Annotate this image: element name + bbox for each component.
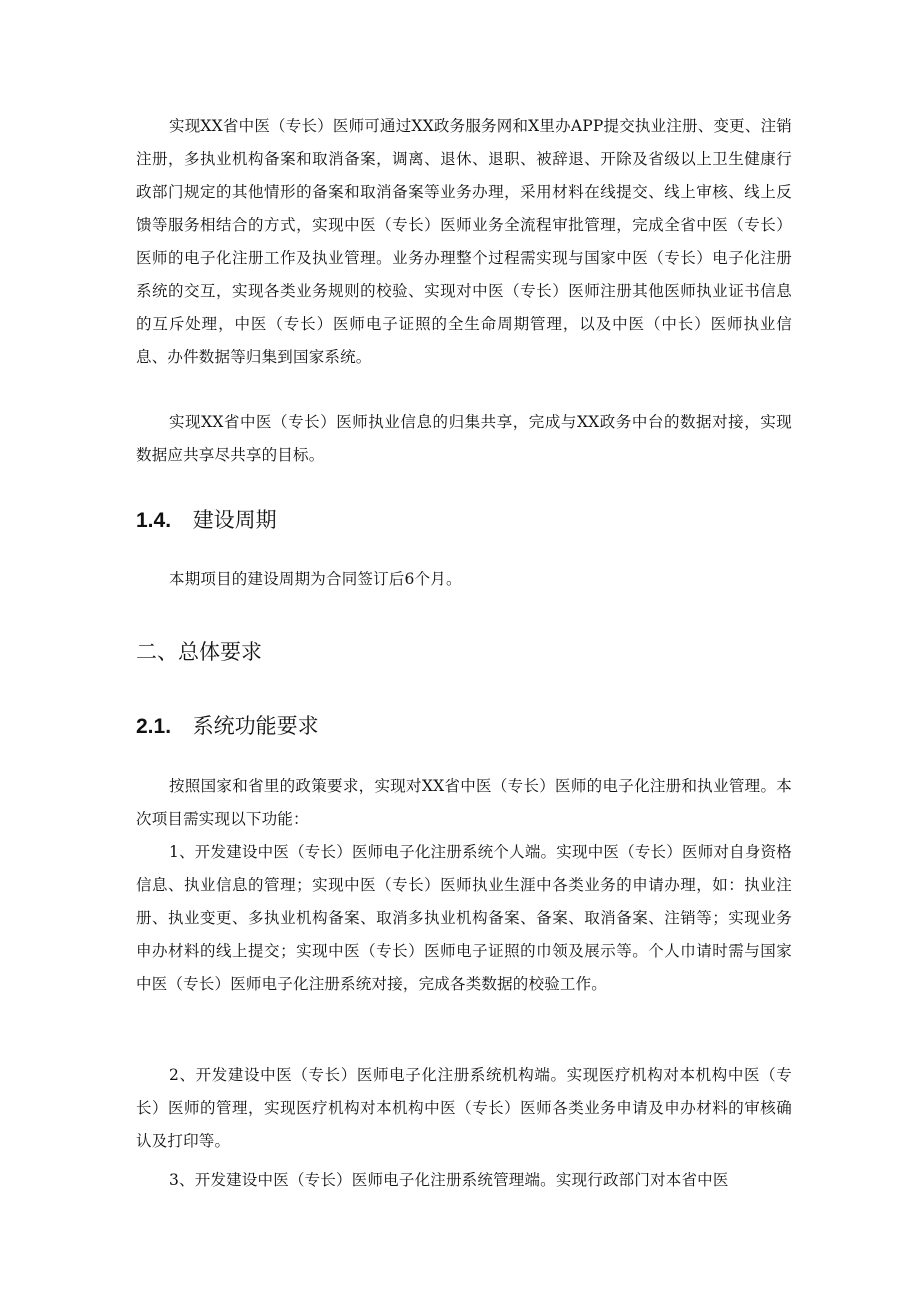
section-2-1-heading [136, 711, 319, 742]
intro-paragraph-2: 实现XX省中医（专长）医师执业信息的归集共享，完成与XX政务中台的数据对接，实现数据应共享尽共享的目标。 [136, 413, 792, 464]
section-1-4-number: 1.4. [136, 509, 172, 532]
intro-paragraph-1: 实现XX省中医（专长）医师可通过XX政务服务网和X里办APP提交执业注册、变更、注销注册，多执业机构备案和取消备案，调离、退休、退职、被辞退、开除及省级以上卫生健康行政部门规定的其他情形的备案和取消备案等业务办理，采用材料在线提交、线上审核、线上反馈等服务相结合的方式，实现中医（专长）医师业务全流程审批管理，完成全省中医（专长）医师的电子化注册工作及执业管理。业务办理整个过程需实现与国家中医（专长）电子化注册系统的交互，实现各类业务规则的校验、实现对中医（专长）医师注册其他医师执业证书信息的互斥处理，中医（专长）医师电子证照的全生命周期管理，以及中医（中长）医师执业信息、办件数据等归集到国家系统。 [136, 117, 792, 366]
section-2-1-paragraph-1: 按照国家和省里的政策要求，实现对XX省中医（专长）医师的电子化注册和执业管理。本次项目需实现以下功能： [136, 777, 792, 828]
section-1-4-heading [136, 505, 277, 536]
section-2-1-paragraph-2: 1、开发建设中医（专长）医师电子化注册系统个人端。实现中医（专长）医师对自身资格信息、执业信息的管理；实现中医（专长）医师执业生涯中各类业务的申请办理，如：执业注册、执业变更、多执业机构备案、取消多执业机构备案、备案、取消备案、注销等；实现业务申办材料的线上提交；实现中医（专长）医师电子证照的巾领及展示等。个人巾请时需与国家中医（专长）医师电子化注册系统对接，完成各类数据的校验工作。 [136, 843, 792, 993]
section-2-1-number: 2.1. [136, 715, 172, 738]
section-2-1-paragraph-3: 2、开发建设中医（专长）医师电子化注册系统机构端。实现医疗机构对本机构中医（专长）医师的管理，实现医疗机构对本机构中医（专长）医师各类业务申请及申办材料的审核确认及打印等。 [136, 1066, 792, 1150]
section-1-4-body: 本期项目的建设周期为合同签订后6个月。 [169, 570, 462, 588]
section-2-1-paragraph-4: 3、开发建设中医（专长）医师电子化注册系统管理端。实现行政部门对本省中医 [169, 1171, 729, 1189]
chapter-2-title: 二、总体要求 [136, 640, 262, 664]
section-1-4-title: 建设周期 [192, 508, 277, 532]
section-2-1-title: 系统功能要求 [192, 714, 319, 738]
